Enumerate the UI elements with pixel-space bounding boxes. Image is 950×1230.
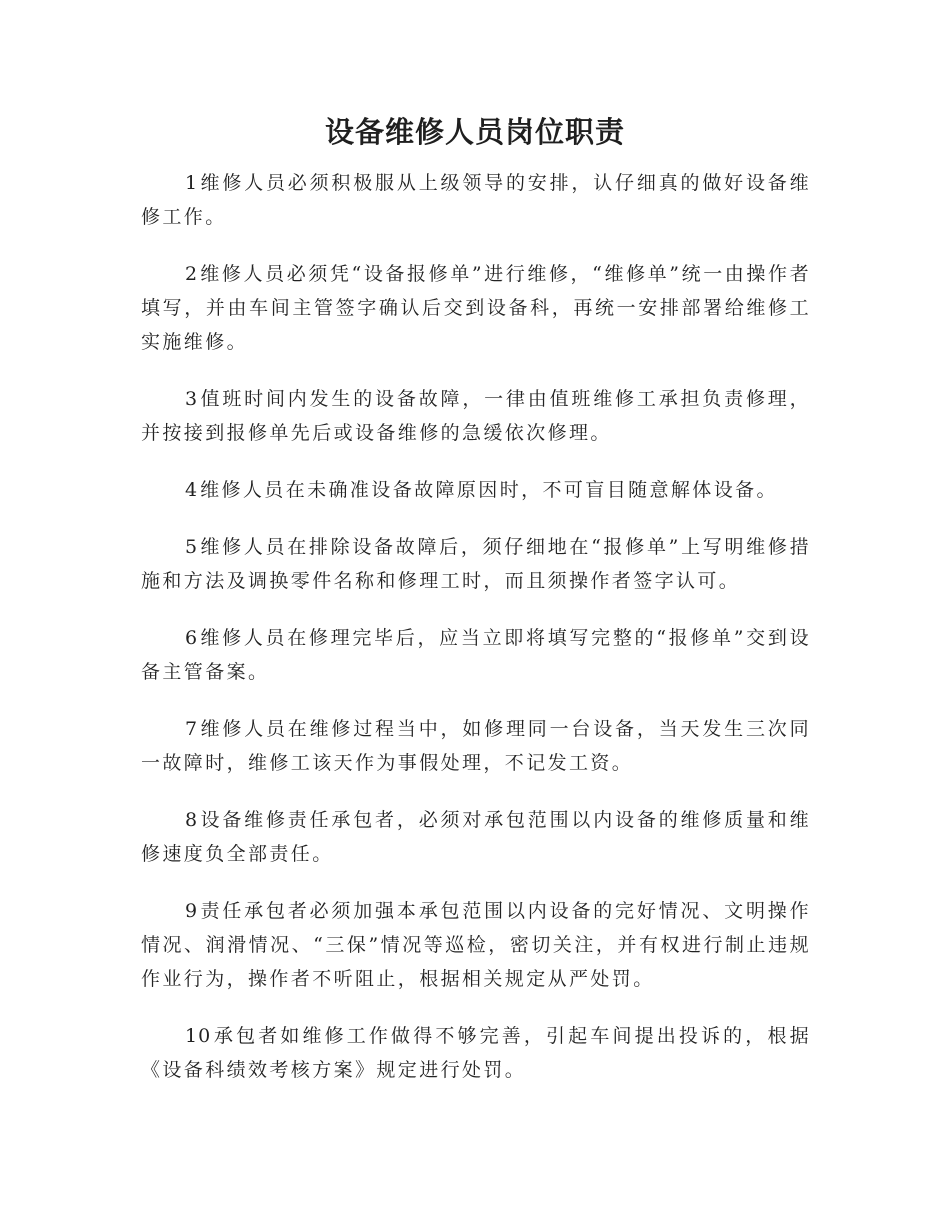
item-number: 9 <box>185 900 199 922</box>
item-text: 维修人员在修理完毕后，应当立即将填写完整的“报修单”交到设备主管备案。 <box>141 627 811 683</box>
list-item <box>141 473 811 507</box>
item-text: 维修人员必须凭“设备报修单”进行维修，“维修单”统一由操作者填写，并由车间主管签字确认后交到设备科，再统一安排部署给维修工实施维修。 <box>141 263 811 353</box>
item-text: 值班时间内发生的设备故障，一律由值班维修工承担负责修理，并按接到报修单先后或设备维修的急缓依次修理。 <box>141 388 811 444</box>
item-number: 7 <box>185 718 199 740</box>
item-text: 维修人员在维修过程当中，如修理同一台设备，当天发生三次同一故障时，维修工该天作为事假处理，不记发工资。 <box>141 718 811 774</box>
item-text: 设备维修责任承包者，必须对承包范围以内设备的维修质量和维修速度负全部责任。 <box>141 809 811 865</box>
list-item <box>141 621 811 689</box>
document-body <box>141 166 811 1110</box>
list-item <box>141 166 811 234</box>
item-number: 6 <box>185 627 199 649</box>
list-item <box>141 1019 811 1087</box>
list-item <box>141 530 811 598</box>
item-text: 维修人员在未确准设备故障原因时，不可盲目随意解体设备。 <box>200 479 778 501</box>
item-text: 责任承包者必须加强本承包范围以内设备的完好情况、文明操作情况、润滑情况、“三保”情况等巡检，密切关注，并有权进行制止违规作业行为，操作者不听阻止，根据相关规定从严处罚。 <box>141 900 811 990</box>
item-number: 5 <box>185 536 199 558</box>
item-number: 8 <box>185 809 199 831</box>
list-item <box>141 894 811 996</box>
item-text: 维修人员在排除设备故障后，须仔细地在“报修单”上写明维修措施和方法及调换零件名称和修理工时，而且须操作者签字认可。 <box>141 536 811 592</box>
item-number: 10 <box>185 1025 212 1047</box>
list-item <box>141 382 811 450</box>
item-number: 2 <box>185 263 199 285</box>
item-number: 1 <box>185 172 199 194</box>
list-item <box>141 257 811 359</box>
list-item <box>141 712 811 780</box>
list-item <box>141 803 811 871</box>
item-text: 承包者如维修工作做得不够完善，引起车间提出投诉的，根据《设备科绩效考核方案》规定进行处罚。 <box>141 1025 811 1081</box>
document-title: 设备维修人员岗位职责 <box>324 115 625 149</box>
item-number: 3 <box>185 388 199 410</box>
item-number: 4 <box>185 479 199 501</box>
item-text: 维修人员必须积极服从上级领导的安排，认仔细真的做好设备维修工作。 <box>141 172 811 228</box>
